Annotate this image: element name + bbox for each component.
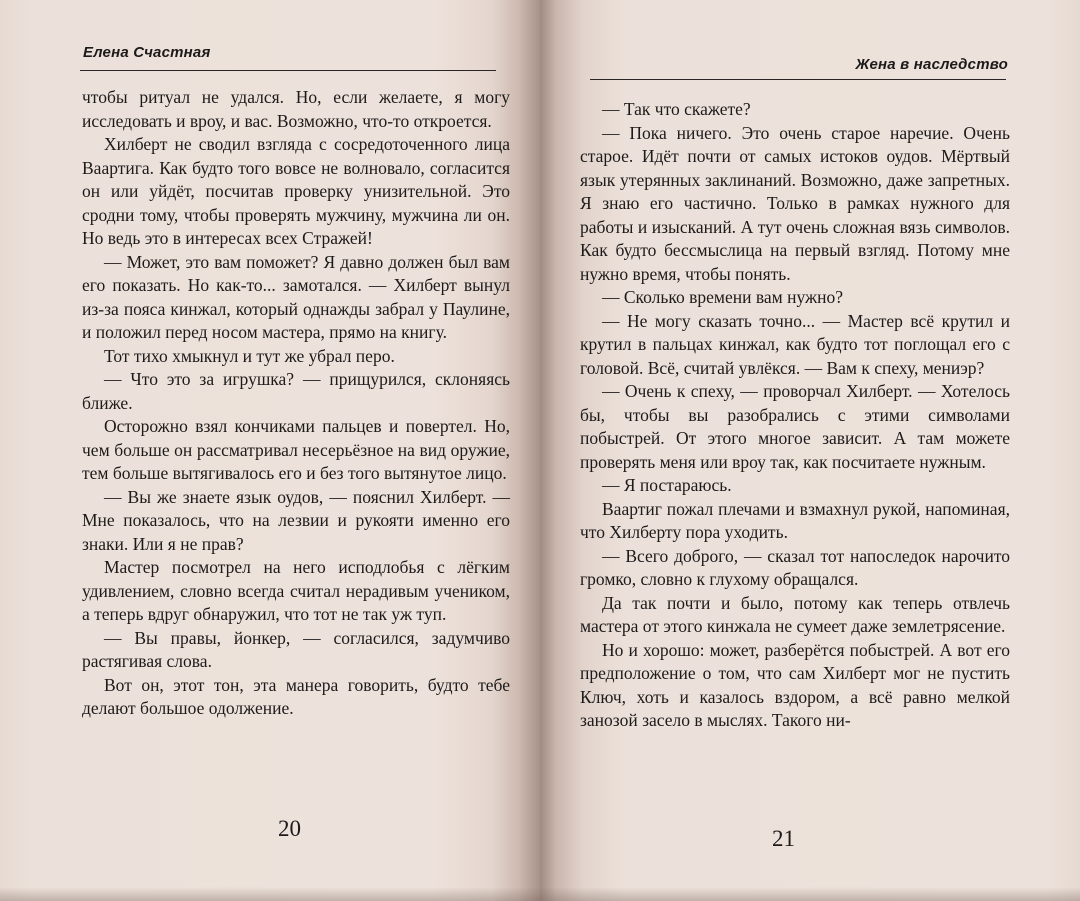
paragraph: — Что это за игрушка? — прищурился, склоняясь ближе.: [82, 369, 510, 413]
paragraph: Вот он, этот тон, эта манера говорить, будто тебе делают большое одолжение.: [82, 674, 510, 718]
paragraph: чтобы ритуал не удался. Но, если желаете, я могу исследовать и вроу, и вас. Возможно, что-то откроется.: [82, 87, 510, 131]
paragraph: — Всего доброго, — сказал тот напоследок нарочито громко, словно к глухому обращался.: [580, 545, 1010, 589]
page-bottom-shadow: [0, 887, 540, 901]
paragraph: — Так что скажете?: [602, 99, 751, 119]
paragraph: — Я постараюсь.: [602, 475, 732, 495]
paragraph: Ваартиг пожал плечами и взмахнул рукой, напоминая, что Хилберту пора уходить.: [580, 498, 1010, 542]
page-number: 21: [772, 826, 795, 851]
paragraph: Мастер посмотрел на него исподлобья с лёгким удивлением, словно всегда считал нерадивым учеником, а теперь вдруг обнаружил, что тот не так уж туп.: [82, 557, 510, 624]
paragraph: — Очень к спеху, — проворчал Хилберт. — Хотелось бы, чтобы вы разобрались с этими символами побыстрей. От этого многое зависит. А там можете проверять меня или вроу так, как посчитаете нужным.: [580, 381, 1010, 472]
paragraph: Да так почти и было, потому как теперь отвлечь мастера от этого кинжала не сумеет даже землетрясение.: [580, 592, 1010, 636]
header-rule: [80, 70, 496, 71]
paragraph: Осторожно взял кончиками пальцев и повертел. Но, чем больше он рассматривал несерьёзное на вид оружие, тем больше вытягивалось его и без того вытянутое лицо.: [82, 416, 510, 483]
right-page: [540, 0, 1080, 901]
paragraph: — Пока ничего. Это очень старое наречие. Очень старое. Идёт почти от самых истоков оудов. Мёртвый язык утерянных заклинаний. Возможно, даже запретных. Я знаю его частично. Только в рамках нужного для работы и изысканий. А тут очень сложная вязь символов. Как будто бессмыслица на первый взгляд. Потому мне нужно время, чтобы понять.: [580, 122, 1010, 284]
paragraph: — Сколько времени вам нужно?: [602, 287, 843, 307]
running-head-author: Елена Счастная: [83, 44, 211, 61]
paragraph: Хилберт не сводил взгляда с сосредоточенного лица Ваартига. Как будто того вовсе не волновало, согласится он или уйдёт, посчитав проверку унизительной. Это сродни тому, чтобы проверять мужчину, мужчина ли он. Но ведь это в интересах всех Стражей!: [82, 134, 510, 248]
paragraph: — Не могу сказать точно... — Мастер всё крутил и крутил в пальцах кинжал, как будто тот поглощал его с головой. Всё, считай увлёкся. — Вам к спеху, мениэр?: [580, 310, 1010, 378]
paragraph: — Вы правы, йонкер, — согласился, задумчиво растягивая слова.: [82, 627, 510, 671]
paragraph: — Может, это вам поможет? Я давно должен был вам его показать. Но как-то... замотался. — Хилберт вынул из-за пояса кинжал, который однажды забрал у Паулине, и положил перед носом мастера, прямо на книгу.: [82, 251, 510, 342]
left-page-body: [82, 86, 510, 721]
running-head-title: Жена в наследство: [855, 56, 1008, 73]
right-page-body: [580, 98, 1010, 733]
page-number: 20: [278, 816, 301, 841]
page-bottom-shadow: [540, 887, 1080, 901]
paragraph: Но и хорошо: может, разберётся побыстрей. А вот его предположение о том, что сам Хилберт мог не пустить Ключ, хоть и казалось вздором, а всё равно мелкой занозой засело в мыслях. Такого ни-: [580, 639, 1010, 730]
paragraph: Тот тихо хмыкнул и тут же убрал перо.: [104, 345, 395, 366]
paragraph: — Вы же знаете язык оудов, — пояснил Хилберт. — Мне показалось, что на лезвии и рукояти именно его знаки. Или я не прав?: [82, 486, 510, 554]
header-rule: [590, 79, 1006, 80]
